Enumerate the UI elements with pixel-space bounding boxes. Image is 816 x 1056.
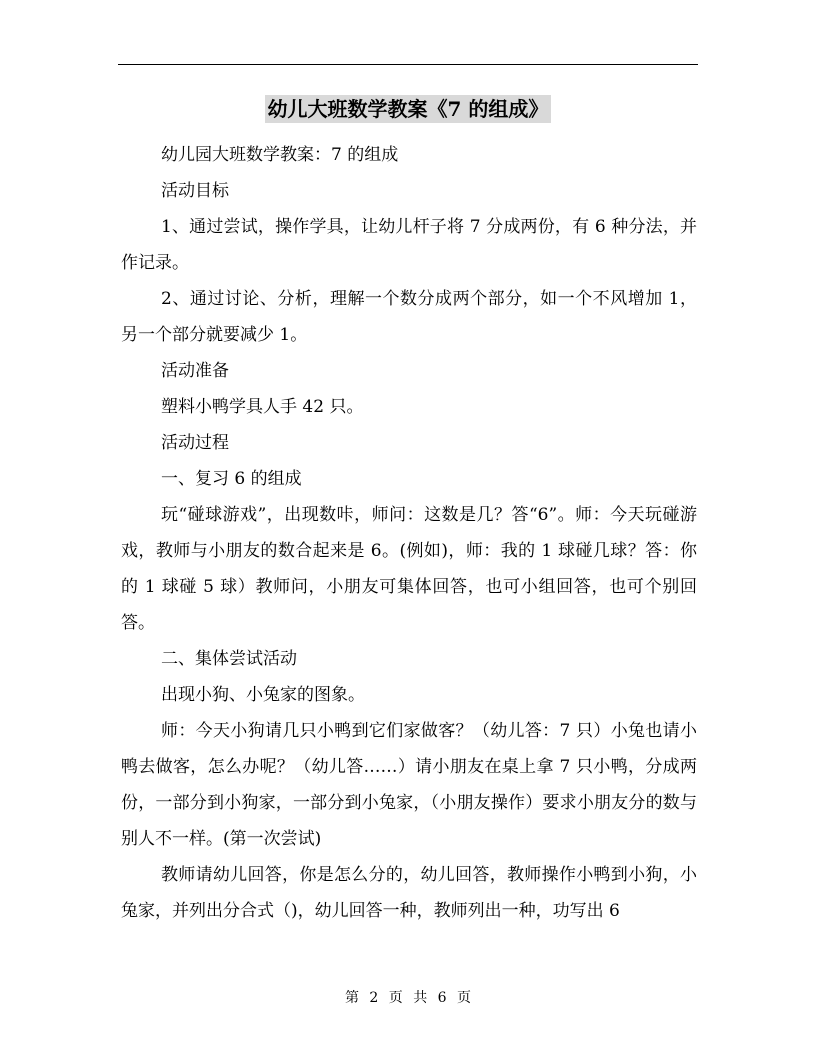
paragraph-goal-1: 1、通过尝试，操作学具，让幼儿杆子将 7 分成两份，有 6 种分法，并作记录。 — [121, 217, 697, 273]
heading-activity-goals: 活动目标 — [161, 181, 229, 201]
paragraph-subtitle: 幼儿园大班数学教案：7 的组成 — [161, 145, 399, 165]
paragraph-teacher-answer: 教师请幼儿回答，你是怎么分的，幼儿回答，教师操作小鸭到小狗，小兔家，并列出分合式（)，幼儿回答一种，教师列出一种，功写出 6 — [121, 865, 697, 921]
document-body — [121, 137, 697, 929]
heading-review: 一、复习 6 的组成 — [161, 469, 302, 489]
heading-activity-process: 活动过程 — [161, 433, 229, 453]
heading-group-activity: 二、集体尝试活动 — [161, 649, 297, 669]
heading-activity-prep: 活动准备 — [161, 361, 229, 381]
paragraph-teacher-question: 师：今天小狗请几只小鸭到它们家做客？（幼儿答：7 只）小兔也请小鸭去做客，怎么办呢？（幼儿答……）请小朋友在桌上拿 7 只小鸭，分成两份，一部分到小狗家，一部分到小兔家，（小朋友操作）要求小朋友分的数与别人不一样。(第一次尝试) — [121, 721, 697, 849]
paragraph-show-images: 出现小狗、小兔家的图象。 — [161, 685, 365, 705]
document-title: 幼儿大班数学教案《7 的组成》 — [265, 95, 552, 123]
paragraph-goal-2: 2、通过讨论、分析，理解一个数分成两个部分，如一个不风增加 1，另一个部分就要减少 1。 — [121, 289, 697, 345]
title-container — [0, 95, 816, 123]
paragraph-ball-game: 玩“碰球游戏”，出现数咔，师问：这数是几？答“6”。师：今天玩碰游戏，教师与小朋友的数合起来是 6。(例如)，师：我的 1 球碰几球？答：你的 1 球碰 5 球）教师问，小朋友可集体回答，也可小组回答，也可个别回答。 — [121, 505, 697, 633]
paragraph-prep: 塑料小鸭学具人手 42 只。 — [161, 397, 364, 417]
page-footer: 第 2 页 共 6 页 — [344, 990, 472, 1006]
header-rule — [118, 64, 698, 65]
